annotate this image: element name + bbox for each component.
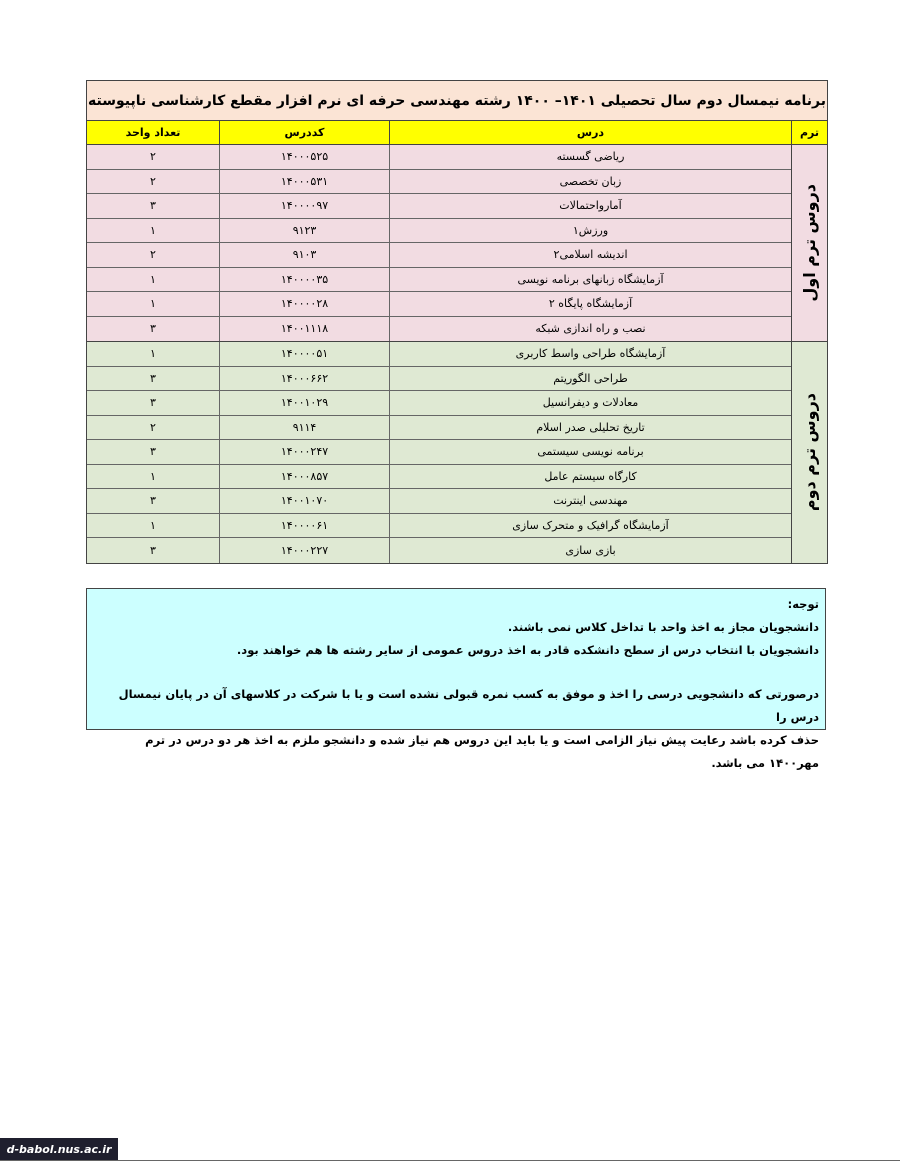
course-units: ۳ [150, 494, 156, 508]
schedule-table [86, 80, 828, 564]
course-code: ۱۴۰۰۰۶۶۲ [219, 367, 389, 391]
course-units: ۱ [150, 297, 156, 311]
notes-box [86, 588, 826, 770]
course-rows [87, 145, 791, 341]
course-rows [87, 342, 791, 563]
table-row [87, 391, 791, 416]
term-label-text: دروس ترم دوم [800, 393, 819, 512]
table-row [87, 292, 791, 317]
header-code: کددرس [219, 121, 389, 144]
header-course: درس [389, 121, 791, 144]
notes-spacer [93, 662, 819, 683]
course-units: ۱ [150, 518, 156, 532]
course-code: ۱۴۰۰۰۵۲۵ [219, 145, 389, 169]
course-name: آزمایشگاه گرافیک و متحرک سازی [389, 514, 791, 538]
note-line: دانشجویان مجاز به اخذ واحد با تداخل کلاس نمی باشند. [507, 620, 819, 634]
term-group-second [87, 342, 827, 563]
course-name: ریاضی گسسته [389, 145, 791, 169]
table-row [87, 268, 791, 293]
table-row [87, 194, 791, 219]
course-code: ۱۴۰۰۰۸۵۷ [219, 465, 389, 489]
table-row [87, 416, 791, 441]
footer-divider [0, 1160, 900, 1161]
note-line: دانشجویان با انتخاب درس از سطح دانشکده قادر به اخذ دروس عمومی از سایر رشته ها هم خواهند بود. [236, 643, 819, 657]
table-row [87, 367, 791, 392]
course-code: ۱۴۰۰۰۲۲۷ [219, 538, 389, 563]
course-units: ۱ [150, 272, 156, 286]
term-label [791, 145, 827, 341]
header-term: ترم [791, 121, 827, 144]
course-units: ۳ [150, 322, 156, 336]
course-units: ۲ [150, 150, 156, 164]
table-row [87, 514, 791, 539]
table-row [87, 465, 791, 490]
table-row [87, 538, 791, 563]
course-name: آزمایشگاه طراحی واسط کاربری [389, 342, 791, 366]
course-name: زبان تخصصی [389, 170, 791, 194]
table-header [87, 121, 827, 145]
course-name: ورزش۱ [389, 219, 791, 243]
table-row [87, 219, 791, 244]
course-code: ۱۴۰۰۰۰۲۸ [219, 292, 389, 316]
term-label-text: دروس ترم اول [800, 184, 819, 302]
term-label [791, 342, 827, 563]
course-name: اندیشه اسلامی۲ [389, 243, 791, 267]
course-name: برنامه نویسی سیستمی [389, 440, 791, 464]
table-row [87, 342, 791, 367]
course-name: آزمایشگاه زبانهای برنامه نویسی [389, 268, 791, 292]
course-code: ۹۱۲۳ [219, 219, 389, 243]
table-row [87, 489, 791, 514]
table-row [87, 170, 791, 195]
note-line: درصورتی که دانشجویی درسی را اخذ و موفق به کسب نمره قبولی نشده است و یا با شرکت در کلاسهای آن در پایان نیمسال درس را [118, 687, 819, 724]
table-row [87, 440, 791, 465]
course-units: ۲ [150, 248, 156, 262]
course-name: نصب و راه اندازی شبکه [389, 317, 791, 342]
course-code: ۱۴۰۰۰۰۹۷ [219, 194, 389, 218]
course-name: کارگاه سیستم عامل [389, 465, 791, 489]
table-row [87, 317, 791, 342]
course-code: ۱۴۰۰۰۵۳۱ [219, 170, 389, 194]
course-name: مهندسی اینترنت [389, 489, 791, 513]
course-code: ۱۴۰۰۰۰۳۵ [219, 268, 389, 292]
course-units: ۳ [150, 445, 156, 459]
course-code: ۱۴۰۰۰۰۶۱ [219, 514, 389, 538]
course-name: آزمایشگاه پایگاه ۲ [389, 292, 791, 316]
course-units: ۳ [150, 199, 156, 213]
course-name: آمارواحتمالات [389, 194, 791, 218]
table-title: برنامه نیمسال دوم سال تحصیلی ۱۴۰۱– ۱۴۰۰ رشته مهندسی حرفه ای نرم افزار مقطع کارشناسی ناپیوسته [87, 81, 827, 121]
course-units: ۱ [150, 469, 156, 483]
course-name: طراحی الگوریتم [389, 367, 791, 391]
site-badge[interactable]: d-babol.nus.ac.ir [0, 1138, 118, 1160]
course-code: ۹۱۰۳ [219, 243, 389, 267]
course-units: ۲ [150, 174, 156, 188]
note-line: حذف کرده باشد رعایت پیش نیاز الزامی است و یا باید این دروس هم نیاز شده و دانشجو ملزم به اخذ هر دو درس در ترم مهر۱۴۰۰ می باشد. [145, 733, 819, 770]
course-units: ۲ [150, 420, 156, 434]
course-name: تاریخ تحلیلی صدر اسلام [389, 416, 791, 440]
course-units: ۱ [150, 223, 156, 237]
table-row [87, 145, 791, 170]
course-code: ۱۴۰۰۱۱۱۸ [219, 317, 389, 342]
table-row [87, 243, 791, 268]
course-code: ۱۴۰۰۰۲۴۷ [219, 440, 389, 464]
term-group-first [87, 145, 827, 342]
course-units: ۳ [150, 371, 156, 385]
course-name: بازی سازی [389, 538, 791, 563]
course-units: ۳ [150, 543, 156, 557]
course-code: ۹۱۱۴ [219, 416, 389, 440]
course-code: ۱۴۰۰۱۰۷۰ [219, 489, 389, 513]
course-units: ۱ [150, 347, 156, 361]
course-name: معادلات و دیفرانسیل [389, 391, 791, 415]
notes-heading: توجه: [787, 597, 819, 611]
course-code: ۱۴۰۰۱۰۲۹ [219, 391, 389, 415]
course-units: ۳ [150, 396, 156, 410]
header-units: تعداد واحد [125, 126, 181, 139]
course-code: ۱۴۰۰۰۰۵۱ [219, 342, 389, 366]
